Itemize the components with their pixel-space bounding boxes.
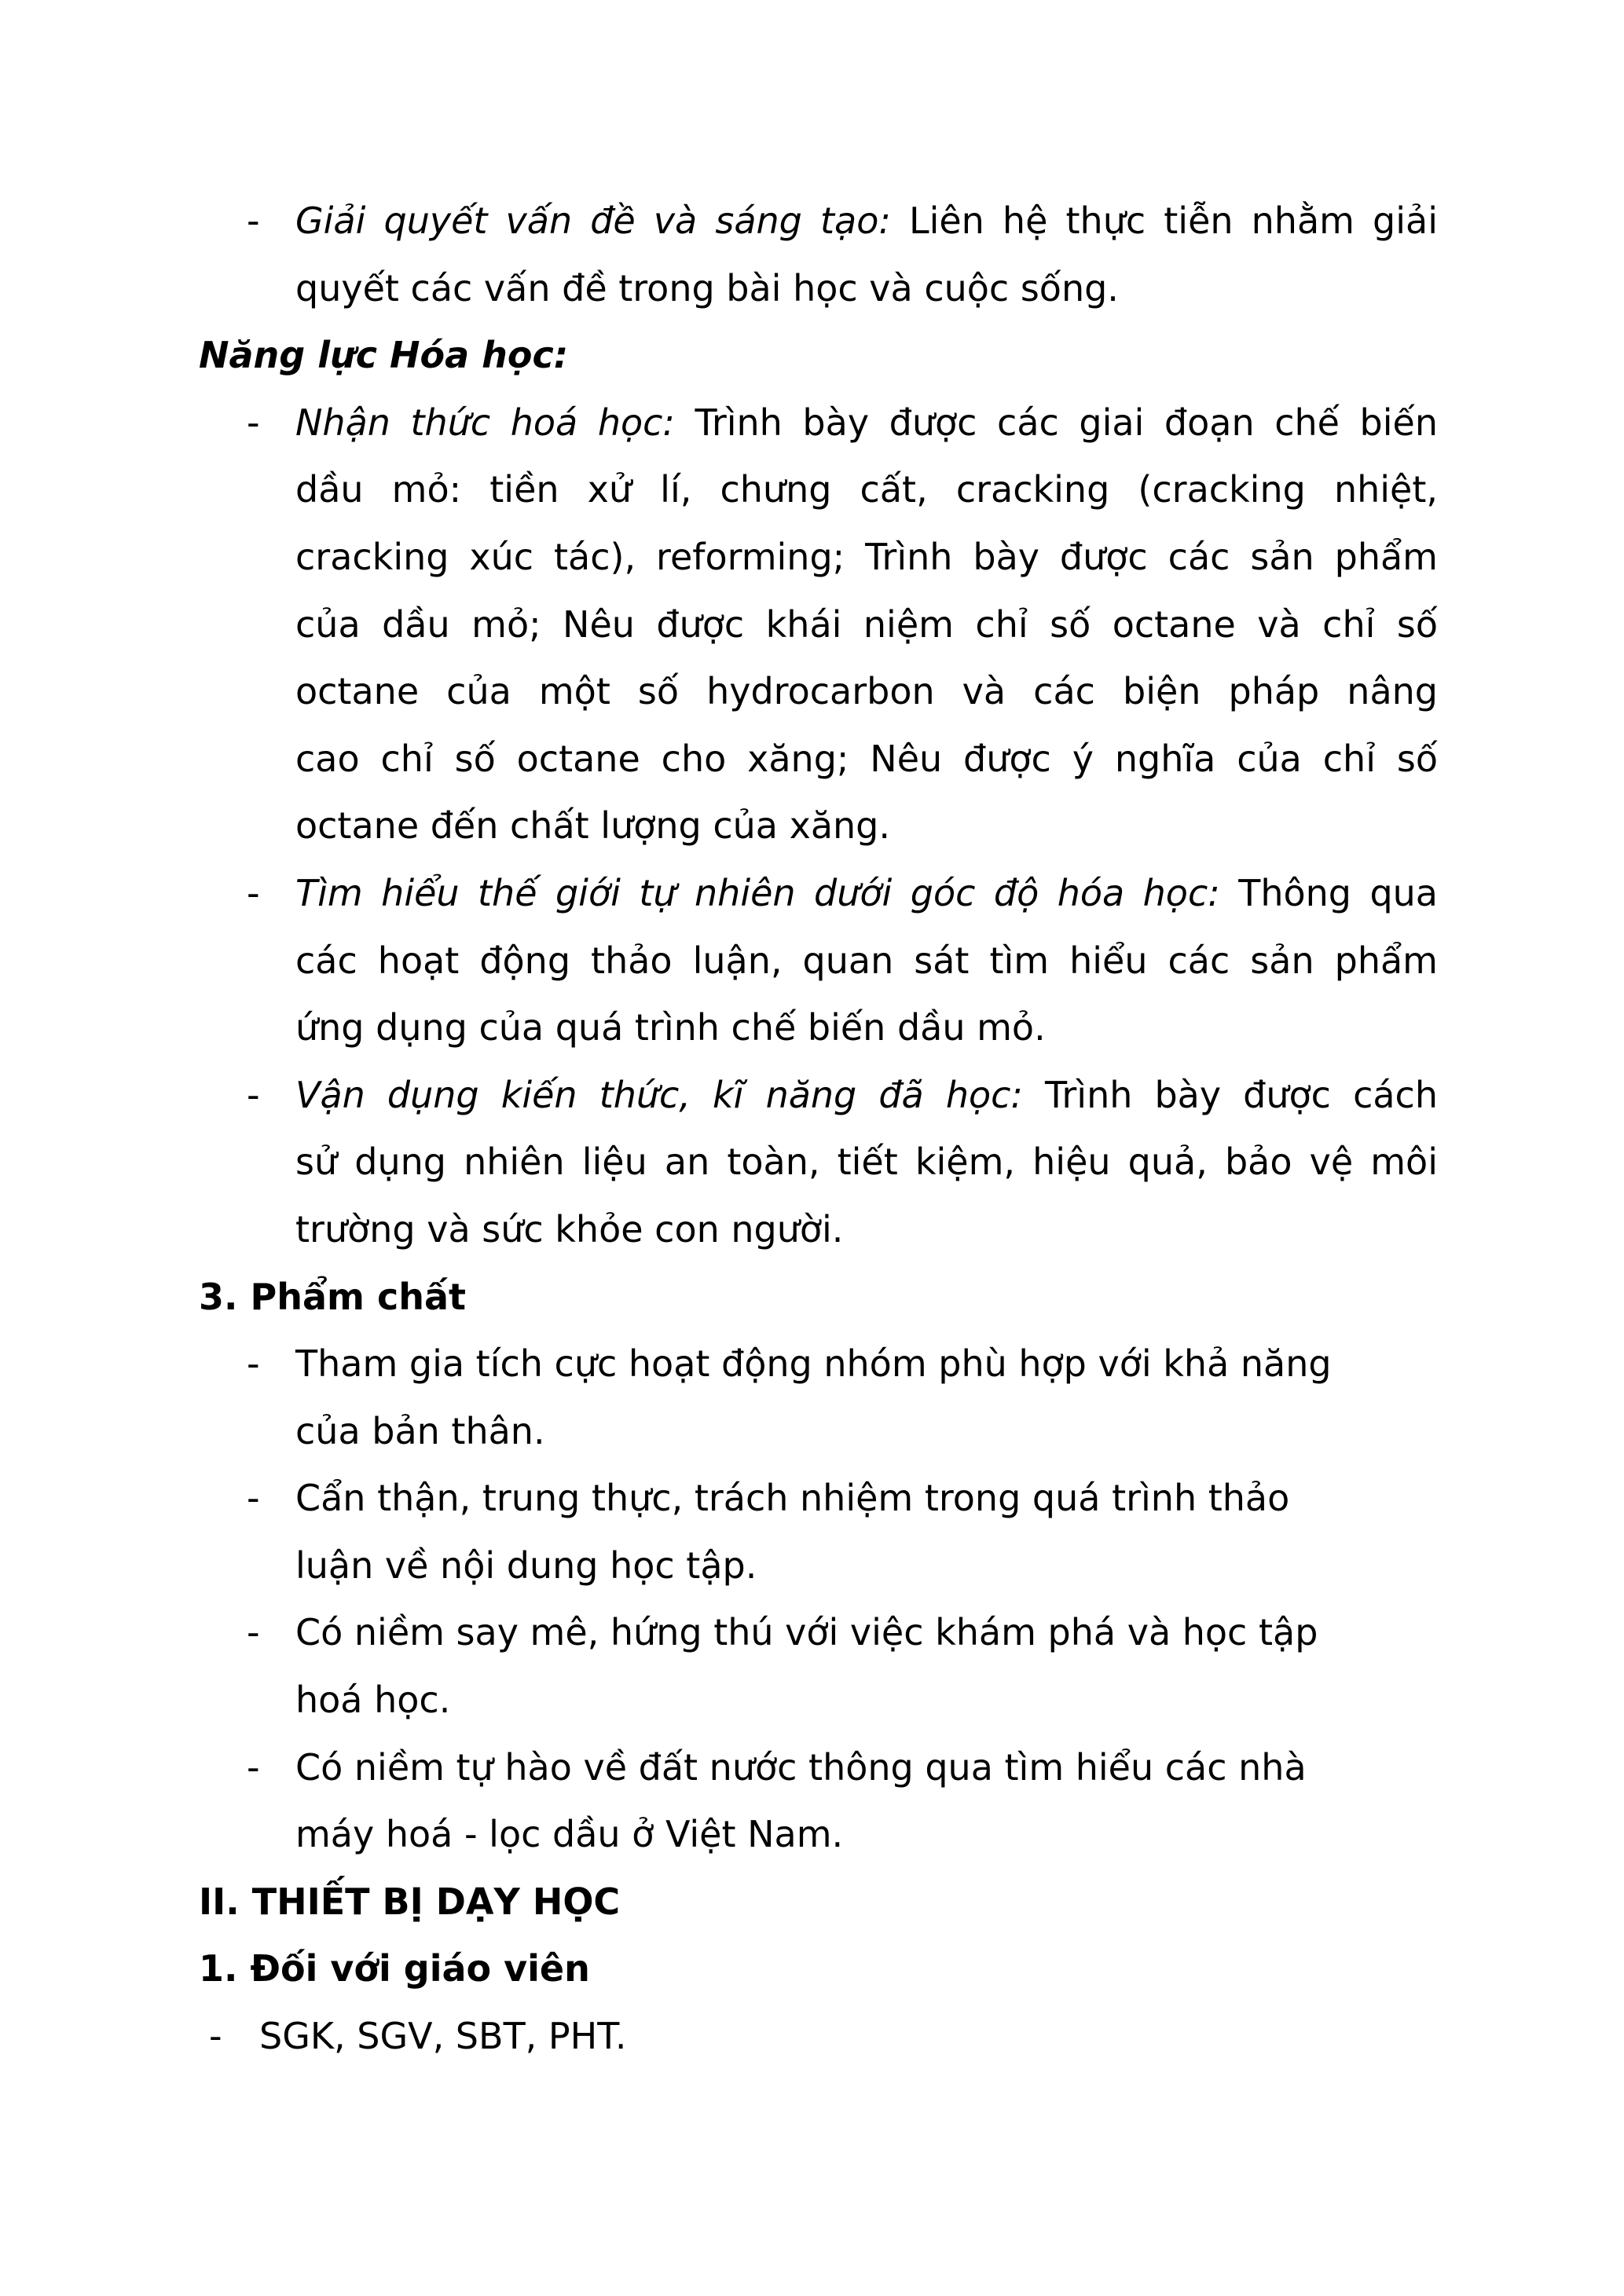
- line-text-wrap: [295, 536, 1438, 578]
- line-text-wrap: [259, 2015, 627, 2057]
- bullet-dash: -: [247, 1073, 260, 1116]
- bullet-dash: -: [247, 1745, 260, 1789]
- line-content: [295, 591, 1438, 659]
- line-text-wrap: [295, 468, 1438, 511]
- line-content: [295, 1196, 1438, 1264]
- text-line: [0, 1734, 1624, 1802]
- line-content: [295, 524, 1438, 591]
- line-text-wrap: [295, 670, 1438, 712]
- text-line: [0, 658, 1624, 726]
- text-line: [0, 1129, 1624, 1196]
- line-content: [295, 390, 1438, 457]
- line-content: [295, 456, 1438, 524]
- line-text-wrap: [295, 939, 1438, 982]
- text-line: [0, 591, 1624, 659]
- item-text: Thông qua: [1219, 871, 1438, 914]
- section-heading: [0, 322, 1624, 390]
- item-label: Vận dụng kiến thức, kĩ năng đã học:: [295, 1073, 1023, 1116]
- text-line: [0, 524, 1624, 591]
- line-text-wrap: [295, 1679, 450, 1721]
- line-content: [295, 1801, 1438, 1869]
- line-text-wrap: [295, 1813, 843, 1855]
- section-heading: [0, 1264, 1624, 1331]
- line-content: [295, 1667, 1438, 1734]
- item-text: máy hoá - lọc dầu ở Việt Nam.: [295, 1813, 844, 1856]
- line-text-wrap: [295, 804, 890, 847]
- bullet-dash: -: [209, 2015, 222, 2058]
- line-text-wrap: [295, 1477, 1289, 1519]
- item-text: SGK, SGV, SBT, PHT.: [259, 2015, 627, 2058]
- line-content: [295, 793, 1438, 860]
- text-line: [0, 1196, 1624, 1264]
- text-line: [0, 456, 1624, 524]
- text-line: [0, 726, 1624, 793]
- item-text: Liên hệ thực tiễn nhằm giải: [890, 200, 1439, 242]
- item-text: hoá học.: [295, 1679, 451, 1722]
- line-text-wrap: [295, 267, 1119, 309]
- item-text: trường và sức khỏe con người.: [295, 1207, 844, 1251]
- item-text: dầu mỏ: tiền xử lí, chưng cất, cracking (cracking nhiệt,: [295, 468, 1438, 511]
- line-content: [295, 1532, 1438, 1600]
- line-text-wrap: [295, 872, 1438, 914]
- section-heading: [0, 1869, 1624, 1936]
- item-text: của bản thân.: [295, 1409, 545, 1452]
- text-line: [0, 928, 1624, 995]
- line-content: [259, 2003, 1402, 2071]
- line-text-wrap: [295, 1342, 1332, 1385]
- heading-text: II. THIẾT BỊ DẠY HỌC: [199, 1880, 621, 1923]
- line-content: [295, 928, 1438, 995]
- item-text: Cẩn thận, trung thực, trách nhiệm trong quá trình thảo: [295, 1477, 1290, 1520]
- heading-text: 3. Phẩm chất: [199, 1275, 466, 1318]
- item-text: quyết các vấn đề trong bài học và cuộc sống.: [295, 266, 1119, 309]
- item-text: luận về nội dung học tập.: [295, 1543, 757, 1587]
- text-line: [0, 1667, 1624, 1734]
- bullet-dash: -: [247, 1611, 260, 1654]
- line-content: [295, 1599, 1438, 1667]
- text-line: [0, 1331, 1624, 1398]
- line-content: [295, 1398, 1438, 1466]
- item-text: các hoạt động thảo luận, quan sát tìm hiểu các sản phẩm: [295, 939, 1438, 982]
- text-line: [0, 255, 1624, 323]
- line-content: [295, 255, 1438, 323]
- line-text-wrap: [295, 1074, 1438, 1116]
- item-text: của dầu mỏ; Nêu được khái niệm chỉ số octane và chỉ số: [295, 602, 1438, 646]
- item-label: Giải quyết vấn đề và sáng tạo:: [295, 200, 891, 242]
- bullet-dash: -: [247, 871, 260, 914]
- item-text: cao chỉ số octane cho xăng; Nêu được ý nghĩa của chỉ số: [295, 737, 1438, 780]
- line-text-wrap: [295, 1410, 545, 1452]
- item-label: Tìm hiểu thế giới tự nhiên dưới góc độ hóa học:: [295, 871, 1220, 914]
- line-text-wrap: [295, 1208, 843, 1251]
- text-line: [0, 390, 1624, 457]
- text-line: [0, 1398, 1624, 1466]
- text-line: [0, 793, 1624, 860]
- line-text-wrap: [295, 603, 1438, 646]
- item-label: Nhận thức hoá học:: [295, 401, 675, 444]
- item-text: Có niềm tự hào về đất nước thông qua tìm hiểu các nhà: [295, 1745, 1307, 1789]
- text-line: [0, 1801, 1624, 1869]
- item-text: Có niềm say mê, hứng thú với việc khám phá và học tập: [295, 1611, 1318, 1654]
- line-content: [295, 726, 1438, 793]
- item-text: ứng dụng của quá trình chế biến dầu mỏ.: [295, 1006, 1046, 1049]
- line-text-wrap: [295, 1746, 1307, 1789]
- bullet-dash: -: [247, 401, 260, 444]
- line-content: [295, 1062, 1438, 1130]
- section-heading: [0, 1935, 1624, 2003]
- item-text: Tham gia tích cực hoạt động nhóm phù hợp với khả năng: [295, 1342, 1332, 1386]
- line-content: [295, 188, 1438, 255]
- text-line: [0, 2003, 1624, 2071]
- line-text-wrap: [295, 1544, 757, 1587]
- bullet-dash: -: [247, 1477, 260, 1520]
- text-line: [0, 1062, 1624, 1130]
- line-text-wrap: [295, 200, 1438, 242]
- line-content: [295, 860, 1438, 928]
- bullet-dash: -: [247, 200, 260, 242]
- line-content: [295, 658, 1438, 726]
- text-line: [0, 860, 1624, 928]
- text-line: [0, 1532, 1624, 1600]
- line-text-wrap: [295, 1141, 1438, 1183]
- text-line: [0, 1465, 1624, 1532]
- document-page: [0, 188, 1624, 2071]
- item-text: octane của một số hydrocarbon và các biện pháp nâng: [295, 670, 1438, 713]
- line-content: [295, 994, 1438, 1062]
- bullet-dash: -: [247, 1342, 260, 1386]
- item-text: Trình bày được cách: [1022, 1073, 1438, 1116]
- text-line: [0, 1599, 1624, 1667]
- item-text: Trình bày được các giai đoạn chế biến: [674, 401, 1438, 444]
- heading-text: 1. Đối với giáo viên: [199, 1947, 590, 1990]
- line-content: [295, 1734, 1438, 1802]
- text-line: [0, 188, 1624, 255]
- item-text: cracking xúc tác), reforming; Trình bày được các sản phẩm: [295, 535, 1438, 578]
- line-content: [295, 1465, 1438, 1532]
- line-content: [295, 1129, 1438, 1196]
- heading-text: Năng lực Hóa học:: [199, 334, 569, 377]
- line-content: [295, 1331, 1438, 1398]
- text-line: [0, 994, 1624, 1062]
- line-text-wrap: [295, 401, 1438, 444]
- line-text-wrap: [295, 1611, 1318, 1653]
- line-text-wrap: [295, 738, 1438, 780]
- line-text-wrap: [295, 1006, 1046, 1049]
- item-text: octane đến chất lượng của xăng.: [295, 804, 891, 848]
- item-text: sử dụng nhiên liệu an toàn, tiết kiệm, hiệu quả, bảo vệ môi: [295, 1141, 1438, 1184]
